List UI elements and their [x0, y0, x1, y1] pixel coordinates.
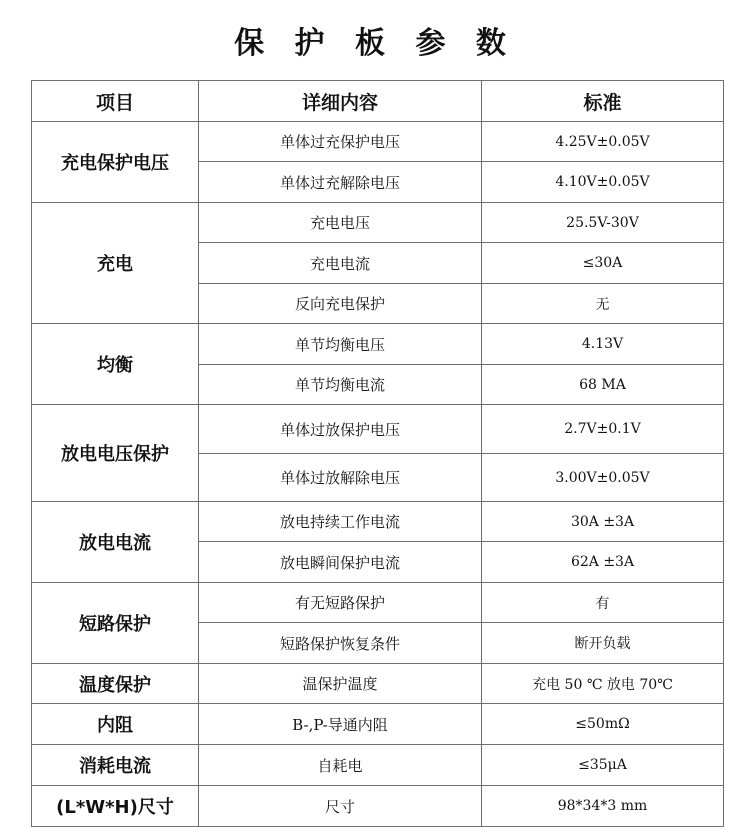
detail-cell: B-,P-导通内阻: [199, 704, 482, 745]
group-label: 均衡: [32, 324, 199, 405]
table-body: [32, 122, 724, 827]
table-row: [32, 745, 724, 786]
standard-cell: 无: [482, 284, 724, 324]
table-row: [32, 664, 724, 704]
table-row: [32, 122, 724, 162]
standard-cell: 30A ±3A: [482, 502, 724, 542]
detail-cell: 放电持续工作电流: [199, 502, 482, 542]
standard-cell: 68 MA: [482, 365, 724, 405]
table-row: [32, 405, 724, 454]
header-standard: 标准: [482, 81, 724, 122]
standard-cell: ≤50mΩ: [482, 704, 724, 745]
detail-cell: 尺寸: [199, 786, 482, 827]
standard-cell: ≤35μA: [482, 745, 724, 786]
standard-cell: 4.13V: [482, 324, 724, 365]
group-label: 充电保护电压: [32, 122, 199, 203]
group-label: 内阻: [32, 704, 199, 745]
detail-cell: 单体过放解除电压: [199, 454, 482, 502]
table-row: [32, 324, 724, 365]
group-label: 充电: [32, 203, 199, 324]
standard-cell: 2.7V±0.1V: [482, 405, 724, 454]
standard-cell: 断开负载: [482, 623, 724, 664]
table-row: [32, 786, 724, 827]
standard-cell: 62A ±3A: [482, 542, 724, 583]
detail-cell: 充电电流: [199, 243, 482, 284]
detail-cell: 单体过充保护电压: [199, 122, 482, 162]
parameters-table: [31, 80, 724, 827]
standard-cell: 25.5V-30V: [482, 203, 724, 243]
detail-cell: 温保护温度: [199, 664, 482, 704]
table-row: [32, 704, 724, 745]
header-detail: 详细内容: [199, 81, 482, 122]
detail-cell: 反向充电保护: [199, 284, 482, 324]
detail-cell: 有无短路保护: [199, 583, 482, 623]
table-row: [32, 203, 724, 243]
header-item: 项目: [32, 81, 199, 122]
page-title: 保 护 板 参 数: [234, 26, 516, 61]
group-label: 放电电压保护: [32, 405, 199, 502]
standard-cell: 4.10V±0.05V: [482, 162, 724, 203]
standard-cell: ≤30A: [482, 243, 724, 284]
header-row: [32, 81, 724, 122]
group-label: 短路保护: [32, 583, 199, 664]
detail-cell: 短路保护恢复条件: [199, 623, 482, 664]
standard-cell: 4.25V±0.05V: [482, 122, 724, 162]
detail-cell: 单体过充解除电压: [199, 162, 482, 203]
group-label: (L*W*H)尺寸: [32, 786, 199, 827]
detail-cell: 放电瞬间保护电流: [199, 542, 482, 583]
group-label: 放电电流: [32, 502, 199, 583]
detail-cell: 单节均衡电压: [199, 324, 482, 365]
standard-cell: 98*34*3 mm: [482, 786, 724, 827]
standard-cell: 有: [482, 583, 724, 623]
standard-cell: 充电 50 ℃ 放电 70℃: [482, 664, 724, 704]
detail-cell: 自耗电: [199, 745, 482, 786]
table-row: [32, 583, 724, 623]
detail-cell: 单节均衡电流: [199, 365, 482, 405]
table-row: [32, 502, 724, 542]
group-label: 消耗电流: [32, 745, 199, 786]
detail-cell: 充电电压: [199, 203, 482, 243]
detail-cell: 单体过放保护电压: [199, 405, 482, 454]
group-label: 温度保护: [32, 664, 199, 704]
standard-cell: 3.00V±0.05V: [482, 454, 724, 502]
